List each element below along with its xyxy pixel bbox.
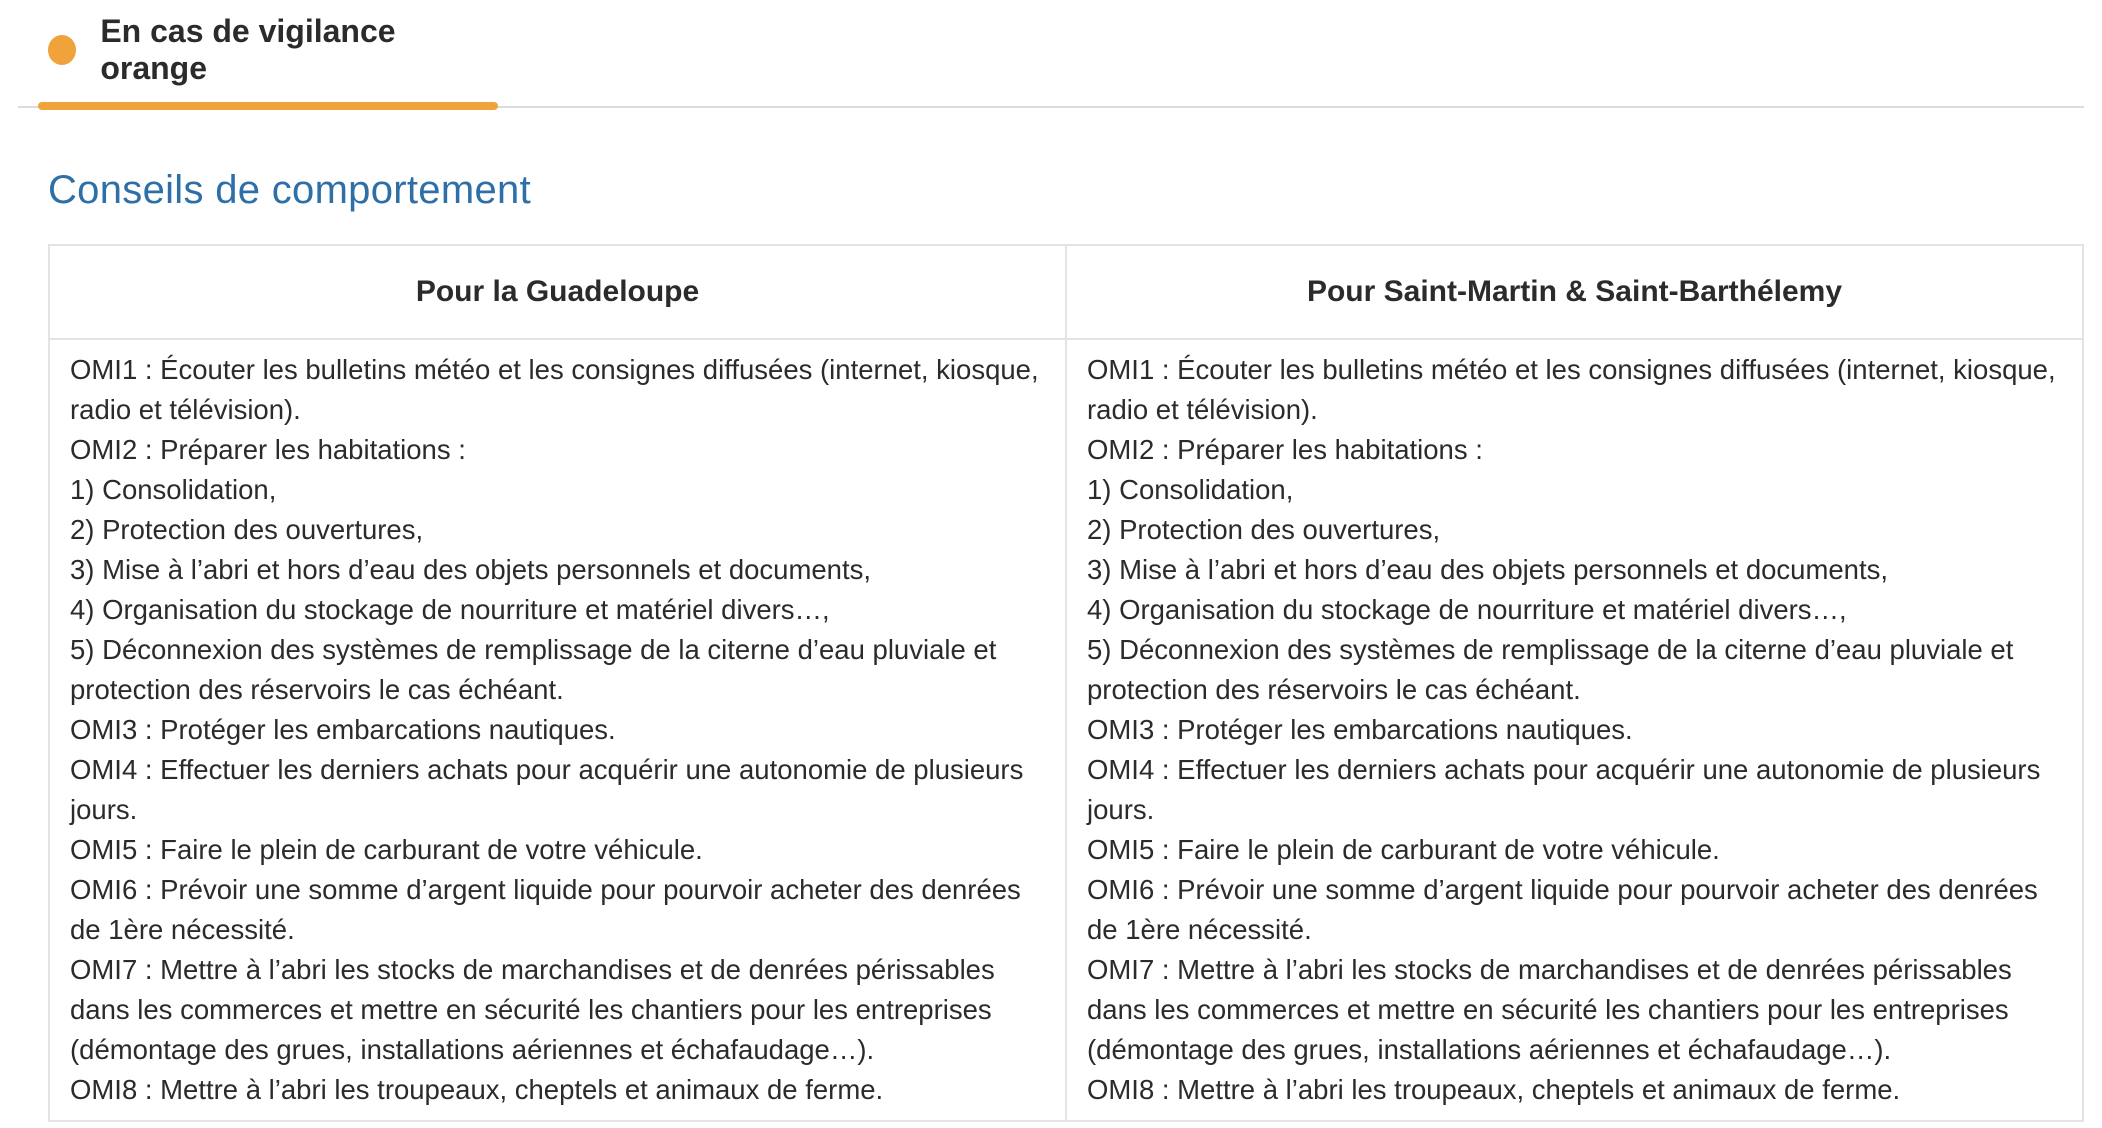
- tab-bar: [18, 0, 2084, 108]
- advice-line: 3) Mise à l’abri et hors d’eau des objets personnels et documents,: [1087, 554, 1888, 585]
- advice-line: OMI4 : Effectuer les derniers achats pour acquérir une autonomie de plusieurs jours.: [70, 754, 1024, 825]
- advice-line: 4) Organisation du stockage de nourriture et matériel divers…,: [1087, 594, 1847, 625]
- active-tab-indicator: [38, 102, 498, 110]
- tab-vigilance-orange[interactable]: [28, 0, 488, 108]
- advice-line: OMI3 : Protéger les embarcations nautiques.: [70, 714, 616, 745]
- column-header-guadeloupe: Pour la Guadeloupe: [49, 245, 1066, 339]
- tab-label: En cas de vigilance orange: [100, 13, 396, 86]
- advice-line: OMI7 : Mettre à l’abri les stocks de marchandises et de denrées périssables dans les commerces et mettre en sécurité les chantiers pour les entreprises (démontage des grues, installations aériennes et échafaudage…).: [70, 954, 995, 1065]
- table-header-row: [49, 245, 2083, 339]
- advice-line: OMI5 : Faire le plein de carburant de votre véhicule.: [1087, 834, 1720, 865]
- table-row: [49, 339, 2083, 1121]
- advice-line: OMI8 : Mettre à l’abri les troupeaux, cheptels et animaux de ferme.: [70, 1074, 884, 1105]
- advice-cell-guadeloupe: [49, 339, 1066, 1121]
- advice-line: OMI5 : Faire le plein de carburant de votre véhicule.: [70, 834, 703, 865]
- advice-line: OMI1 : Écouter les bulletins météo et les consignes diffusées (internet, kiosque, radio et télévision).: [1087, 354, 2056, 425]
- advice-line: 3) Mise à l’abri et hors d’eau des objets personnels et documents,: [70, 554, 871, 585]
- advice-line: 2) Protection des ouvertures,: [1087, 514, 1441, 545]
- advice-line: OMI3 : Protéger les embarcations nautiques.: [1087, 714, 1633, 745]
- section-title: Conseils de comportement: [48, 168, 531, 212]
- advice-line: OMI4 : Effectuer les derniers achats pour acquérir une autonomie de plusieurs jours.: [1087, 754, 2041, 825]
- advice-line: 1) Consolidation,: [1087, 474, 1294, 505]
- advice-line: OMI7 : Mettre à l’abri les stocks de marchandises et de denrées périssables dans les commerces et mettre en sécurité les chantiers pour les entreprises (démontage des grues, installations aériennes et échafaudage…).: [1087, 954, 2012, 1065]
- advice-line: 5) Déconnexion des systèmes de remplissage de la citerne d’eau pluviale et protection des réservoirs le cas échéant.: [70, 634, 997, 705]
- advice-line: 1) Consolidation,: [70, 474, 277, 505]
- advice-line: 5) Déconnexion des systèmes de remplissage de la citerne d’eau pluviale et protection des réservoirs le cas échéant.: [1087, 634, 2014, 705]
- advice-table: [48, 244, 2084, 1122]
- advice-line: OMI2 : Préparer les habitations :: [1087, 434, 1483, 465]
- advice-cell-saint-martin: [1066, 339, 2083, 1121]
- orange-dot-icon: [48, 35, 76, 65]
- column-header-saint-martin: Pour Saint-Martin & Saint-Barthélemy: [1066, 245, 2083, 339]
- advice-line: 2) Protection des ouvertures,: [70, 514, 424, 545]
- advice-line: OMI6 : Prévoir une somme d’argent liquide pour pourvoir acheter des denrées de 1ère nécessité.: [70, 874, 1021, 945]
- advice-line: 4) Organisation du stockage de nourriture et matériel divers…,: [70, 594, 830, 625]
- advice-line: OMI2 : Préparer les habitations :: [70, 434, 466, 465]
- advice-line: OMI6 : Prévoir une somme d’argent liquide pour pourvoir acheter des denrées de 1ère nécessité.: [1087, 874, 2038, 945]
- advice-line: OMI8 : Mettre à l’abri les troupeaux, cheptels et animaux de ferme.: [1087, 1074, 1901, 1105]
- advice-line: OMI1 : Écouter les bulletins météo et les consignes diffusées (internet, kiosque, radio et télévision).: [70, 354, 1039, 425]
